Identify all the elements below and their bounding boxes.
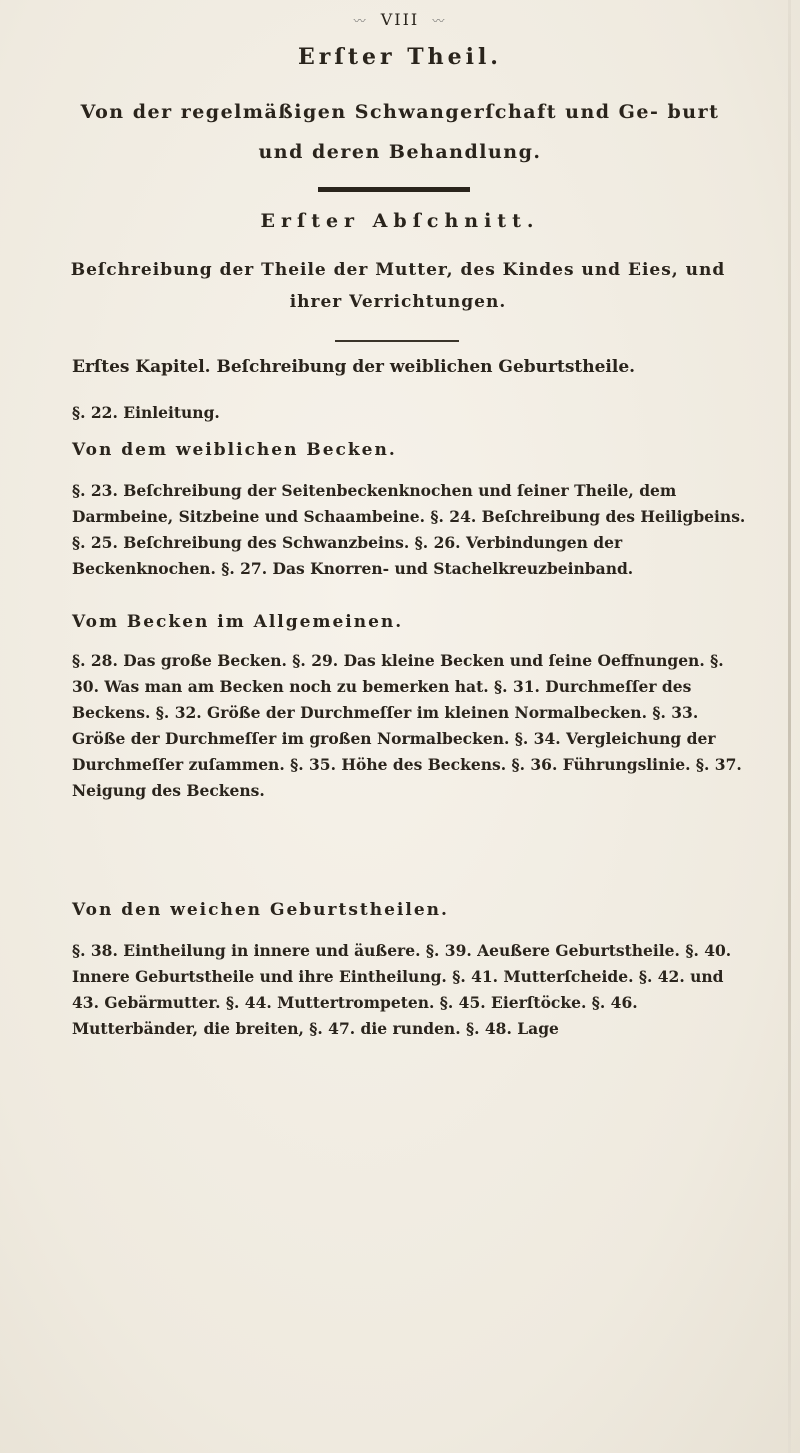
section-title: Erſter Abſchnitt. bbox=[260, 210, 540, 232]
main-title: Von der regelmäßigen Schwangerſchaft und Ge- burt und deren Behandlung. bbox=[80, 101, 720, 163]
divider-thin bbox=[335, 340, 459, 342]
paragraph-pelvis-dimensions: §. 28. Das große Becken. §. 29. Das kleine Becken und ſeine Oeffnungen. §. 30. Was man am Becken noch zu bemerken hat. §. 31. Durchmeſſer des Beckens. §. 32. Größe der Durchmeſſer im kleinen Normalbecken. §. 33. Größe der Durchmeſſer im großen Normalbecken. §. 34. Vergleichung der Durchmeſſer zuſammen. §. 35. Höhe des Beckens. §. 36. Führungslinie. §. 37. Neigung des Beckens. bbox=[72, 651, 742, 800]
divider-thick bbox=[318, 187, 470, 192]
section-description: Beſchreibung der Theile der Mutter, des Kindes und Eies, und ihrer Verrichtungen. bbox=[70, 260, 726, 312]
subheading-pelvis-general: Vom Becken im Allgemeinen. bbox=[72, 612, 404, 632]
part-title: Erſter Theil. bbox=[298, 44, 502, 70]
paragraph-soft-parts: §. 38. Eintheilung in innere und äußere. §. 39. Aeußere Geburtstheile. §. 40. Innere Geburtstheile und ihre Eintheilung. §. 41. Mutterſcheide. §. 42. und 43. Gebärmutter. §. 44. Muttertrompeten. §. 45. Eierſtöcke. §. 46. Mutterbänder, die breiten, §. 47. die runden. §. 48. Lage bbox=[72, 941, 732, 1038]
paragraph-pelvis-bones: §. 23. Beſchreibung der Seitenbeckenknochen und ſeiner Theile, dem Darmbeine, Sitzbeine und Schaambeine. §. 24. Beſchreibung des Heiligbeins. §. 25. Beſchreibung des Schwanzbeins. §. 26. Verbindungen der Beckenknochen. §. 27. Das Knorren- und Stachelkreuzbeinband. bbox=[72, 481, 746, 578]
paragraph-introduction: §. 22. Einleitung. bbox=[72, 403, 220, 422]
page-number: VIII bbox=[380, 10, 420, 29]
chapter-heading: Erſtes Kapitel. Beſchreibung der weiblichen Geburtstheile. bbox=[72, 357, 636, 377]
ornament-right: 〰 bbox=[432, 14, 447, 28]
subheading-pelvis: Von dem weiblichen Becken. bbox=[72, 440, 397, 460]
subheading-soft-parts: Von den weichen Geburtstheilen. bbox=[72, 900, 449, 920]
page-header bbox=[0, 10, 800, 29]
ornament-left: 〰 bbox=[353, 14, 368, 28]
